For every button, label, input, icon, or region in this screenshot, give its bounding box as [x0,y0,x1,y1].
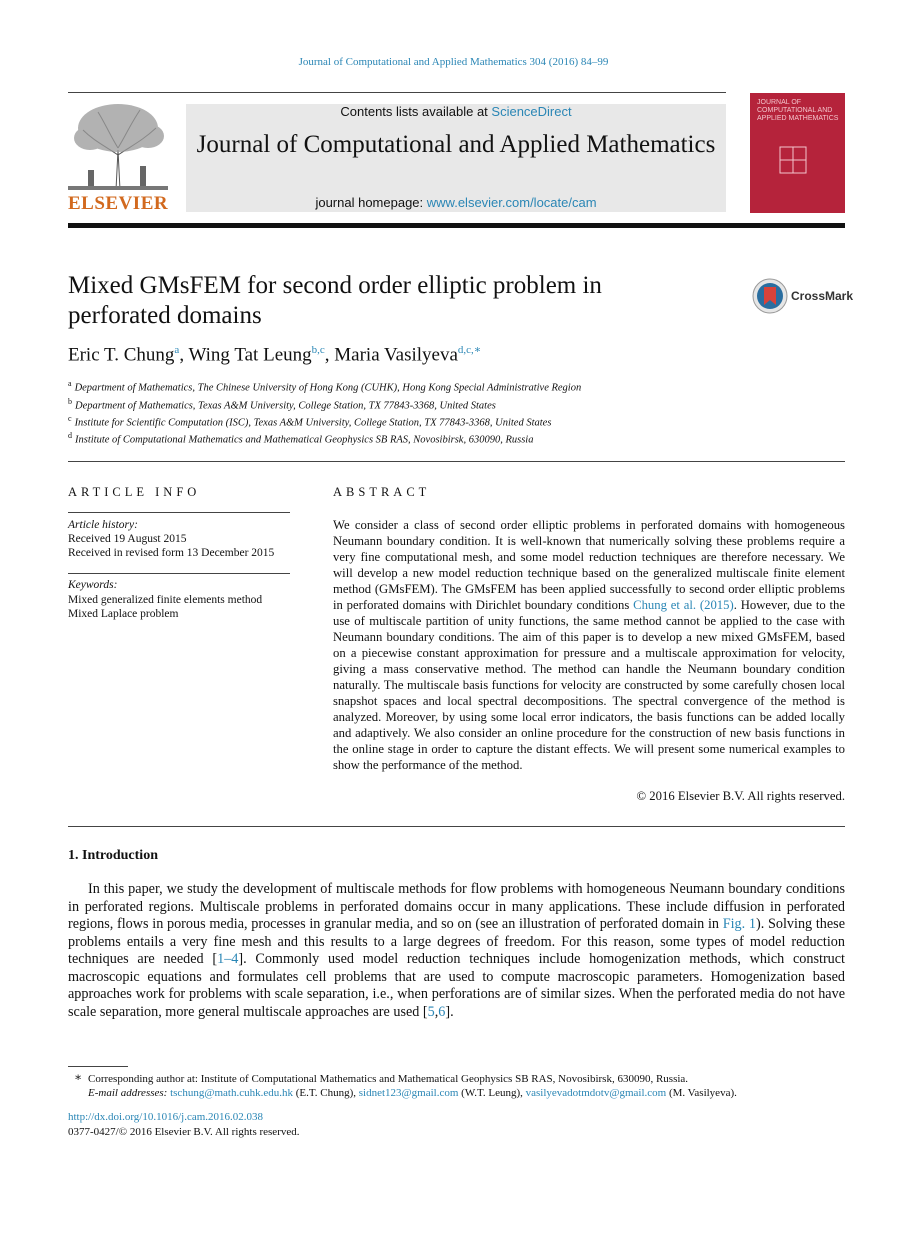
keyword: Mixed Laplace problem [68,608,179,620]
journal-citation[interactable]: Journal of Computational and Applied Mathematics 304 (2016) 84–99 [298,56,609,68]
info-rule [68,573,290,574]
intro-paragraph: In this paper, we study the development of multiscale methods for flow problems with homogeneous Neumann boundary conditions in perforated regions. Multiscale problems in perforated domains occur in many applications. These include diffusion in perforated regions, flows in porous media, processes in granular media, and so on (see an illustration of perforated domain in Fig. 1). Solving these problems entails a very fine mesh and this results to a large degrees of freedom. For this reason, some types of model reduction techniques are needed [1–4]. Commonly used model reduction techniques include homogenization methods, which construct macroscopic equations and formulates cell problems that are used to compute macroscopic parameters. Homogenization based approaches work for problems with scale separation, i.e., when perforations are of similar sizes. When the perforated media do not have scale separation, more general multiscale approaches are used [5,6]. [68,881,846,1020]
email-addresses: E-mail addresses: tschung@math.cuhk.edu.hk (E.T. Chung), sidnet123@gmail.com (W.T. Leung), vasilyevadotmdotv@gmail.com (M. Vasilyeva). [88,1087,737,1099]
journal-title: Journal of Computational and Applied Mathematics [196,131,716,158]
doi-link[interactable]: http://dx.doi.org/10.1016/j.cam.2016.02.038 [68,1111,264,1123]
contents-line: Contents lists available at ScienceDirect [340,104,572,119]
citation-link[interactable]: Chung et al. (2015) [633,598,734,612]
figure-link[interactable]: Fig. 1 [722,916,756,932]
email-link[interactable]: sidnet123@gmail.com [358,1087,459,1099]
header-rule [68,92,726,93]
issn-line: 0377-0427/© 2016 Elsevier B.V. All rights reserved. [68,1126,300,1138]
cover-graphic-icon [778,145,808,175]
homepage-link[interactable]: www.elsevier.com/locate/cam [426,195,597,210]
keywords-label: Keywords: [68,579,118,591]
article-info-heading: ARTICLE INFO [68,485,201,499]
abstract-text: We consider a class of second order elliptic problems in perforated domains with homogeneous Neumann boundary condition. It is well-known that numerically solving these problems require a very fine computational mesh, and some model reduction techniques are therefore necessary. We will develop a new model reduction technique based on the generalized multiscale finite element method (GMsFEM). The GMsFEM has been applied successfully to second order elliptic problems in perforated domains with Dirichlet boundary conditions Chung et al. (2015). However, due to the use of multiscale partition of unity functions, the same method cannot be applied to the case with Neumann boundary conditions. The aim of this paper is to develop a new mixed GMsFEM, based on a piecewise constant approximation for pressure and a multiscale approximation for velocity, giving a mass conservative method. The method can handle the Neumann boundary condition naturally. The multiscale basis functions for velocity are constructed by some carefully chosen local snapshot spaces and local spectral decompositions. The spectral convergence of the method is analyzed. Moreover, by using some local error indicators, the basis functions can be added locally and adaptively. We also consider an online procedure for the construction of new basis functions in the online stage in order to capture the distant effects. We will present some numerical examples to show the performance of the method. [333,518,845,772]
author-name[interactable]: Eric T. Chung [68,344,175,366]
abstract-copyright: © 2016 Elsevier B.V. All rights reserved. [636,789,845,803]
author-list: Eric T. Chung$^a$, Wing Tat Leung$^{b,c}$, Maria Vasilyeva$^{d,c,∗}$ [68,344,482,366]
info-rule [68,512,290,513]
publisher-name: ELSEVIER [68,193,169,214]
affiliation: $^d$ Institute of Computational Mathematics and Mathematical Geophysics SB RAS, Novosibirsk, 630090, Russia [68,431,534,446]
author-affiliation-marker[interactable]: a [174,344,180,356]
paper-title: Mixed GMsFEM for second order elliptic problem in perforated domains [68,272,602,329]
cover-title: JOURNAL OF COMPUTATIONAL AND APPLIED MATHEMATICS [757,99,839,122]
section-heading: 1. Introduction [68,848,158,863]
revised-date: Received in revised form 13 December 2015 [68,547,275,559]
email-link[interactable]: vasilyevadotmdotv@gmail.com [525,1087,667,1099]
reference-link[interactable]: 1–4 [217,951,239,967]
section-rule [68,826,845,827]
keyword: Mixed generalized finite elements method [68,594,263,606]
received-date: Received 19 August 2015 [68,533,187,545]
affiliation: $^c$ Institute for Scientific Computation (ISC), Texas A&M University, College Station, TX 77843-3368, United States [68,414,552,429]
author-affiliation-marker[interactable]: b,c [311,344,325,356]
abstract-heading: ABSTRACT [333,485,431,499]
affiliation: $^b$ Department of Mathematics, Texas A&M University, College Station, TX 77843-3368, United States [68,397,496,412]
affiliation: $^a$ Department of Mathematics, The Chinese University of Hong Kong (CUHK), Hong Kong Special Administrative Region [68,379,582,394]
author-name[interactable]: Wing Tat Leung [188,344,312,366]
crossmark-icon[interactable] [752,278,788,314]
crossmark-label[interactable]: CrossMark [791,289,854,303]
header-thick-rule [68,223,845,228]
author-name[interactable]: Maria Vasilyeva [334,344,458,366]
corresponding-author-note: Corresponding author at: Institute of Computational Mathematics and Mathematical Geophysics SB RAS, Novosibirsk, 630090, Russia. [88,1073,689,1085]
author-affiliation-marker[interactable]: d,c,∗ [457,344,482,356]
section-rule [68,461,845,462]
footnote-rule [68,1066,128,1067]
email-link[interactable]: tschung@math.cuhk.edu.hk [170,1087,293,1099]
reference-link[interactable]: 6 [438,1003,446,1020]
homepage-line: journal homepage: www.elsevier.com/locate/cam [315,195,597,210]
footnote-marker: ∗ [74,1070,83,1084]
reference-link[interactable]: 5 [427,1003,435,1020]
history-label: Article history: [68,519,138,531]
sciencedirect-link[interactable]: ScienceDirect [491,104,572,119]
